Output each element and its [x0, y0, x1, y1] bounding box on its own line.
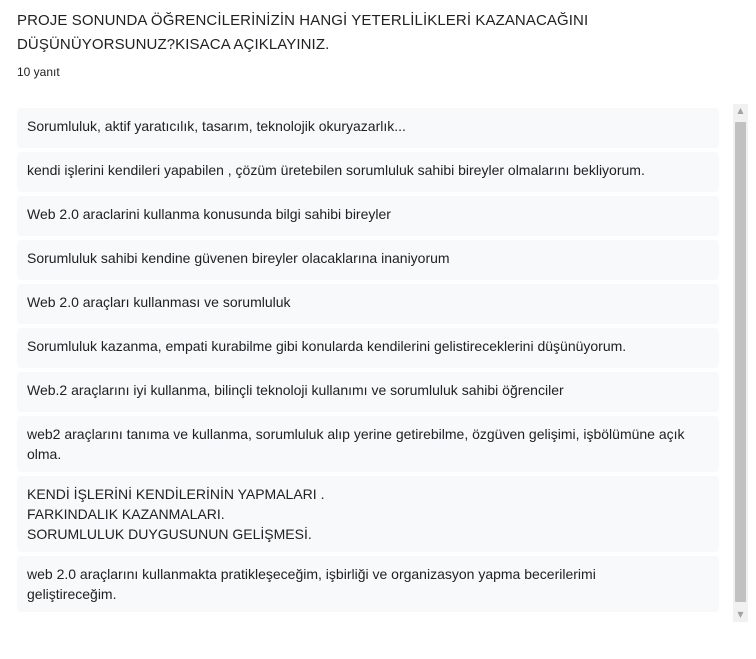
response-item: Web.2 araçlarını iyi kullanma, bilinçli teknoloji kullanımı ve sorumluluk sahibi öğrenciler	[17, 372, 719, 412]
response-item: web2 araçlarını tanıma ve kullanma, sorumluluk alıp yerine getirebilme, özgüven gelişimi, işbölümüne açık olma.	[17, 416, 719, 472]
response-item: KENDİ İŞLERİNİ KENDİLERİNİN YAPMALARI . FARKINDALIK KAZANMALARI. SORUMLULUK DUYGUSUNUN GELİŞMESİ.	[17, 476, 719, 552]
response-item: Sorumluluk kazanma, empati kurabilme gibi konularda kendilerini gelistireceklerini düşünüyorum.	[17, 328, 719, 368]
question-title: PROJE SONUNDA ÖĞRENCİLERİNİZİN HANGİ YETERLİLİKLERİ KAZANACAĞINI DÜŞÜNÜYORSUNUZ?KISACA AÇIKLAYINIZ.	[17, 12, 589, 53]
response-list-scrollbar[interactable]	[733, 104, 748, 622]
response-item: Web 2.0 araclarini kullanma konusunda bilgi sahibi bireyler	[17, 196, 719, 236]
scroll-down-arrow-icon[interactable]: ▼	[737, 610, 744, 619]
response-item: Web 2.0 araçları kullanması ve sorumluluk	[17, 284, 719, 324]
scroll-up-arrow-icon[interactable]: ▲	[737, 106, 744, 115]
response-list[interactable]	[17, 108, 719, 628]
response-count: 10 yanıt	[17, 65, 60, 79]
scrollbar-thumb[interactable]	[735, 122, 746, 602]
response-item: web 2.0 araçlarını kullanmakta pratikleşeceğim, işbirliği ve organizasyon yapma becerilerimi geliştireceğim.	[17, 556, 719, 612]
response-item: kendi işlerini kendileri yapabilen , çözüm üretebilen sorumluluk sahibi bireyler olmalarını bekliyorum.	[17, 152, 719, 192]
response-item: Sorumluluk sahibi kendine güvenen bireyler olacaklarına inaniyorum	[17, 240, 719, 280]
response-item: Sorumluluk, aktif yaratıcılık, tasarım, teknolojik okuryazarlık...	[17, 108, 719, 148]
